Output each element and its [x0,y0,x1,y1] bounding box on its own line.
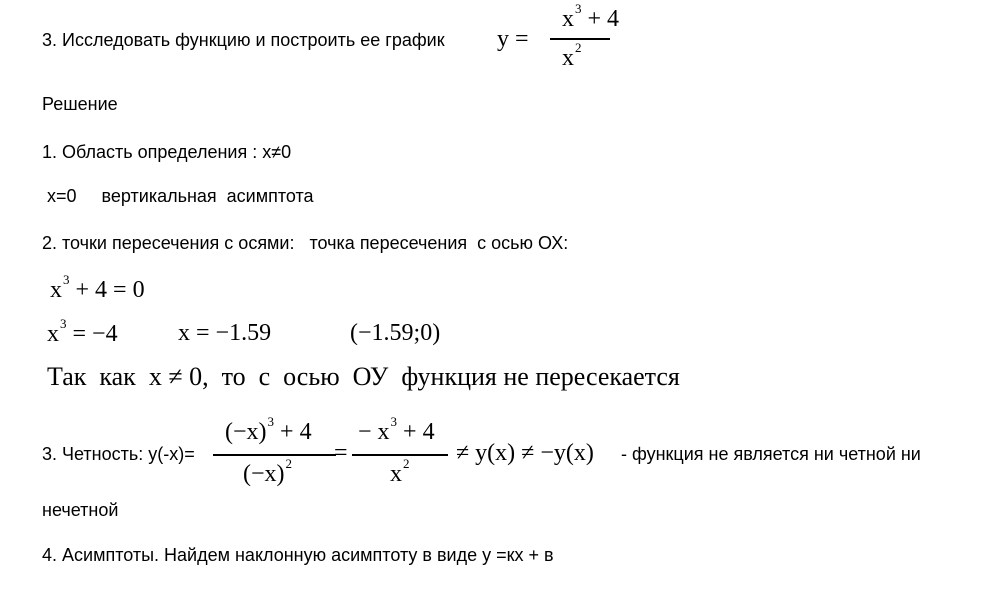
parity-fraction-2-denominator [390,456,410,488]
f2-num-exp: 3 [390,414,398,429]
parity-fraction-1-numerator [225,414,312,446]
eq2-exp: 3 [60,316,67,331]
num-rest: + 4 [581,6,620,32]
intersection-equation-2 [47,316,118,348]
task-y-var: y [497,26,509,52]
parity-fraction-1-denominator [243,456,293,488]
parity-fraction-2-bar [352,454,448,456]
f1-den-exp: 2 [285,456,293,471]
eq2-base: x [47,321,59,347]
f1-num-b: + 4 [274,419,312,445]
asymptotes-text: 4. Асимптоты. Найдем наклонную асимптоту в виде y =кх + в [42,545,554,565]
intersections-heading: 2. точки пересечения с осями: точка пересечения с осью ОХ: [42,233,569,253]
parity-continuation: нечетной [42,500,119,520]
parity-equals: = [334,440,348,466]
f1-den-a: (−x) [243,461,285,487]
den-exp: 2 [575,40,582,55]
f2-den-exp: 2 [403,456,410,471]
eq1-base: x [50,277,62,303]
f1-num-exp: 3 [267,414,275,429]
parity-fraction-1-bar [213,454,336,456]
eq2-rest: = −4 [66,321,118,347]
parity-label: 3. Четность: y(-x)= [42,444,195,464]
num-exp: 3 [575,1,582,16]
f1-num-a: (−x) [225,419,267,445]
domain-text: 1. Область определения : x≠0 [42,142,292,162]
parity-tail-math: ≠ y(x) ≠ −y(x) [456,440,594,466]
intersection-x-value: x = −1.59 [178,320,272,346]
intersection-equation-1 [50,272,145,304]
task-eq: = [515,26,529,52]
eq1-exp: 3 [63,272,70,287]
f2-num-a: − x [358,419,390,445]
intersection-point: (−1.59;0) [350,320,441,346]
task-fraction-numerator [562,1,620,33]
num-base: x [562,6,574,32]
parity-tail-text: - функция не является ни четной ни [621,444,921,464]
solution-heading: Решение [42,94,118,114]
f2-den-a: x [390,461,402,487]
eq1-rest: + 4 = 0 [69,277,145,303]
den-base: x [562,45,574,71]
task-fraction-denominator [562,40,582,72]
task-y [497,26,529,53]
parity-fraction-2-numerator [358,414,435,446]
f2-num-b: + 4 [397,419,435,445]
task-label: 3. Исследовать функцию и построить ее график [42,30,445,50]
vertical-asymptote-text: x=0 вертикальная асимптота [47,186,314,206]
oy-intersection-note: Так как x ≠ 0, то с осью ОУ функция не пересекается [47,362,680,391]
